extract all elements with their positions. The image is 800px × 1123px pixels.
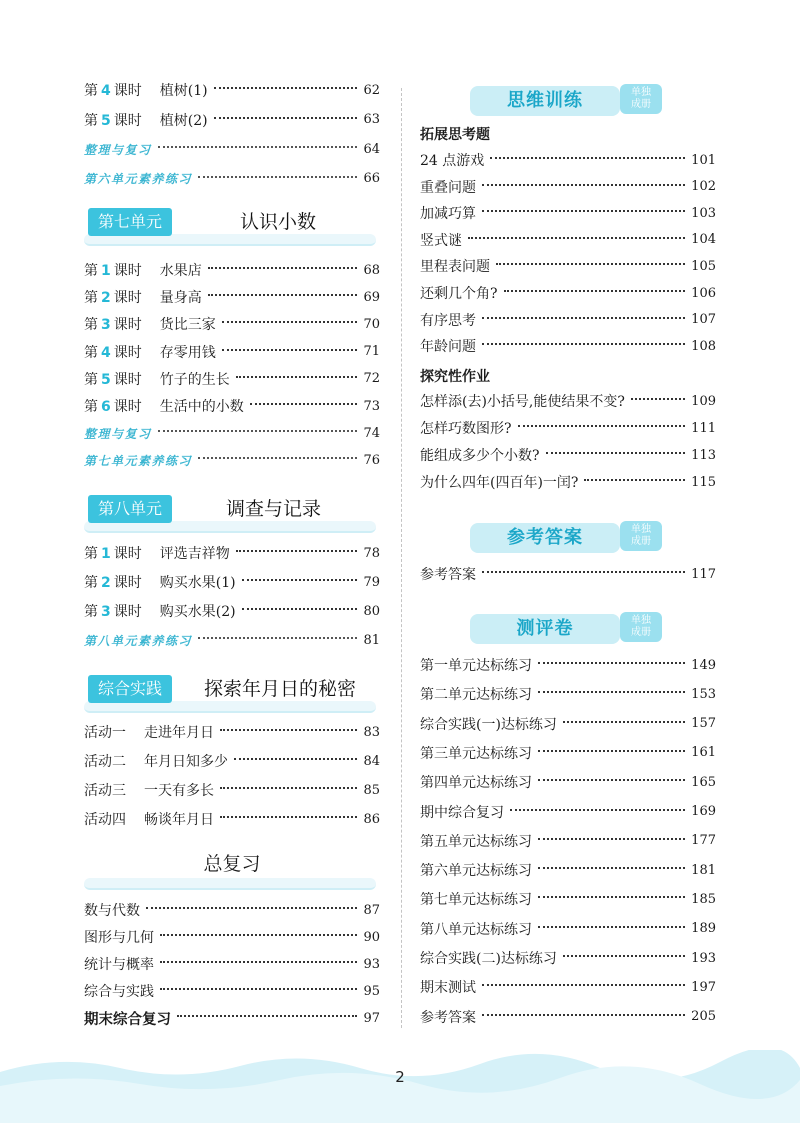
dot-leader bbox=[222, 349, 358, 351]
dot-leader bbox=[160, 934, 357, 936]
toc-entry[interactable] bbox=[420, 336, 716, 356]
page-number-ref: 189 bbox=[691, 921, 716, 937]
toc-entry[interactable] bbox=[420, 860, 716, 880]
entry-label: 综合实践(一)达标练习 bbox=[420, 716, 557, 733]
toc-entry[interactable] bbox=[84, 369, 380, 389]
dot-leader bbox=[234, 758, 357, 760]
toc-entry[interactable] bbox=[84, 981, 380, 1001]
page-number-ref: 169 bbox=[691, 804, 716, 819]
lesson-suffix: 课时 bbox=[113, 575, 142, 591]
toc-entry[interactable] bbox=[84, 927, 380, 947]
page-number-ref: 93 bbox=[363, 956, 380, 972]
page-number-ref: 177 bbox=[691, 833, 716, 849]
entry-label: 统计与概率 bbox=[84, 957, 154, 973]
entry-label bbox=[84, 342, 216, 362]
page-number-ref: 107 bbox=[691, 312, 716, 328]
entry-label: 第六单元达标练习 bbox=[420, 863, 532, 880]
toc-entry[interactable] bbox=[84, 80, 380, 100]
page-number-ref: 149 bbox=[691, 657, 716, 673]
page-number-ref: 62 bbox=[363, 82, 380, 98]
dot-leader bbox=[220, 787, 357, 789]
dot-leader bbox=[222, 321, 358, 323]
entry-label: 还剩几个角? bbox=[420, 286, 498, 302]
toc-entry[interactable] bbox=[420, 283, 716, 303]
thinking-header bbox=[470, 86, 666, 120]
toc-entry[interactable] bbox=[84, 450, 380, 470]
entry-label: 期中综合复习 bbox=[420, 804, 504, 821]
lesson-suffix: 课时 bbox=[113, 83, 142, 99]
toc-entry[interactable] bbox=[84, 722, 380, 742]
lesson-prefix: 第 bbox=[84, 83, 98, 99]
toc-entry[interactable] bbox=[420, 948, 716, 968]
dot-leader bbox=[214, 87, 358, 89]
lesson-prefix: 第 bbox=[84, 112, 98, 129]
lesson-number: 2 bbox=[101, 290, 111, 307]
lesson-number: 5 bbox=[101, 371, 111, 388]
entry-label: 竖式谜 bbox=[420, 232, 462, 249]
page-number-ref: 84 bbox=[363, 753, 380, 769]
activity-label: 活动四 bbox=[84, 812, 126, 828]
lesson-title: 货比三家 bbox=[159, 317, 216, 334]
dot-leader bbox=[482, 184, 685, 186]
lesson-number: 5 bbox=[101, 112, 111, 129]
lesson-number: 1 bbox=[101, 546, 111, 562]
page-number-ref: 106 bbox=[691, 285, 716, 301]
entry-label bbox=[84, 809, 214, 829]
entry-label: 重叠问题 bbox=[420, 179, 476, 196]
lesson-number: 3 bbox=[101, 317, 111, 334]
dot-leader bbox=[482, 317, 685, 319]
practice-tag: 综合实践 bbox=[88, 675, 172, 703]
page-number-ref: 86 bbox=[363, 811, 380, 827]
page-number-ref: 64 bbox=[363, 141, 380, 157]
toc-entry[interactable] bbox=[84, 169, 380, 189]
lesson-prefix: 第 bbox=[84, 546, 98, 562]
dot-leader bbox=[158, 430, 358, 432]
toc-entry[interactable] bbox=[420, 831, 716, 851]
toc-entry[interactable] bbox=[84, 260, 380, 280]
answers-header bbox=[470, 523, 666, 557]
unit7-title: 认识小数 bbox=[240, 211, 317, 233]
dot-leader bbox=[214, 117, 358, 119]
dot-leader bbox=[490, 157, 685, 159]
entry-label: 怎样巧数图形? bbox=[420, 421, 512, 437]
lesson-suffix: 课时 bbox=[113, 317, 142, 334]
subheading-inquiry-homework: 探究性作业 bbox=[420, 369, 490, 385]
dot-leader bbox=[538, 750, 685, 752]
thinking-title: 思维训练 bbox=[470, 86, 620, 116]
dot-leader bbox=[220, 816, 357, 818]
bottom-wave-decoration bbox=[0, 1050, 800, 1123]
page-number-ref: 73 bbox=[363, 398, 380, 414]
lesson-title: 购买水果(2) bbox=[159, 604, 236, 620]
entry-label: 第八单元素养练习 bbox=[84, 633, 193, 648]
dot-leader bbox=[146, 907, 357, 909]
entry-label: 里程表问题 bbox=[420, 259, 490, 276]
dot-leader bbox=[160, 961, 357, 963]
lesson-title: 存零用钱 bbox=[159, 344, 216, 361]
activity-title: 走进年月日 bbox=[144, 725, 214, 741]
page-number-ref: 109 bbox=[691, 393, 716, 409]
page-number-ref: 66 bbox=[363, 171, 380, 186]
toc-entry[interactable] bbox=[84, 630, 380, 650]
toc-entry[interactable] bbox=[84, 543, 380, 563]
page-number-ref: 111 bbox=[691, 420, 716, 436]
page-number-ref: 108 bbox=[691, 338, 716, 354]
dot-leader bbox=[538, 779, 685, 781]
lesson-suffix: 课时 bbox=[113, 546, 142, 562]
page-number-ref: 161 bbox=[691, 745, 716, 761]
page-number-ref: 157 bbox=[691, 716, 716, 732]
page-number-ref: 153 bbox=[691, 686, 716, 702]
toc-entry[interactable] bbox=[420, 418, 716, 438]
dot-leader bbox=[538, 867, 685, 869]
toc-entry[interactable] bbox=[420, 1007, 716, 1027]
page-number-ref: 85 bbox=[363, 782, 380, 798]
entry-label: 参考答案 bbox=[420, 567, 476, 583]
entry-label bbox=[84, 260, 202, 280]
toc-entry[interactable] bbox=[84, 601, 380, 621]
lesson-number: 3 bbox=[101, 604, 111, 620]
separate-volume-seal: 单独 成册 bbox=[620, 521, 662, 551]
practice-banner bbox=[84, 673, 380, 713]
entry-label: 第五单元达标练习 bbox=[420, 833, 532, 850]
entry-label: 第六单元素养练习 bbox=[84, 172, 193, 186]
entry-label bbox=[84, 396, 244, 416]
entry-label: 图形与几何 bbox=[84, 930, 154, 946]
entry-label bbox=[84, 314, 216, 334]
page-number-ref: 97 bbox=[363, 1010, 380, 1026]
lesson-suffix: 课时 bbox=[113, 112, 142, 129]
toc-entry[interactable] bbox=[420, 310, 716, 330]
page-number-ref: 81 bbox=[363, 632, 380, 648]
entry-label: 整理与复习 bbox=[84, 142, 152, 157]
lesson-suffix: 课时 bbox=[113, 371, 142, 388]
lesson-number: 6 bbox=[101, 399, 111, 415]
lesson-title: 生活中的小数 bbox=[159, 399, 244, 415]
toc-entry[interactable] bbox=[84, 110, 380, 130]
entry-label: 整理与复习 bbox=[84, 426, 152, 441]
entry-label bbox=[84, 80, 208, 100]
dot-leader bbox=[236, 376, 358, 378]
dot-leader bbox=[496, 263, 685, 265]
page-number-ref: 63 bbox=[363, 112, 380, 127]
entry-label: 第三单元达标练习 bbox=[420, 745, 532, 762]
toc-entry[interactable] bbox=[84, 809, 380, 829]
toc-entry[interactable] bbox=[84, 954, 380, 974]
lesson-suffix: 课时 bbox=[113, 604, 142, 620]
lesson-prefix: 第 bbox=[84, 290, 98, 307]
toc-entry[interactable] bbox=[84, 396, 380, 416]
toc-entry[interactable] bbox=[420, 256, 716, 276]
entry-label bbox=[84, 722, 214, 742]
lesson-suffix: 课时 bbox=[113, 344, 142, 361]
banner-underline bbox=[84, 878, 376, 890]
entry-label: 第七单元素养练习 bbox=[84, 453, 193, 468]
page-number-ref: 76 bbox=[363, 452, 380, 468]
toc-entry[interactable] bbox=[84, 1008, 380, 1028]
dot-leader bbox=[250, 403, 358, 405]
entry-label: 第二单元达标练习 bbox=[420, 687, 532, 704]
dot-leader bbox=[158, 146, 358, 148]
dot-leader bbox=[482, 1014, 685, 1016]
entry-label bbox=[84, 601, 236, 621]
unit7-tag: 第七单元 bbox=[88, 208, 172, 236]
toc-entry[interactable] bbox=[84, 423, 380, 443]
tests-header bbox=[470, 614, 666, 648]
dot-leader bbox=[242, 608, 358, 610]
unit8-title: 调查与记录 bbox=[226, 498, 322, 520]
dot-leader bbox=[538, 896, 685, 898]
lesson-suffix: 课时 bbox=[113, 290, 142, 307]
unit7-banner bbox=[84, 206, 380, 246]
dot-leader bbox=[177, 1015, 357, 1017]
entry-label: 综合与实践 bbox=[84, 984, 154, 1000]
entry-label: 第四单元达标练习 bbox=[420, 775, 532, 792]
page-number-ref: 68 bbox=[363, 262, 380, 278]
lesson-number: 4 bbox=[101, 344, 111, 361]
dot-leader bbox=[563, 955, 685, 957]
lesson-number: 1 bbox=[101, 263, 111, 279]
page-number-ref: 103 bbox=[691, 205, 716, 221]
toc-entry[interactable] bbox=[84, 780, 380, 800]
page-number-ref: 185 bbox=[691, 891, 716, 907]
entry-label: 为什么四年(四百年)一闰? bbox=[420, 475, 579, 491]
lesson-suffix: 课时 bbox=[113, 263, 142, 279]
entry-label bbox=[84, 287, 202, 307]
dot-leader bbox=[563, 721, 685, 723]
lesson-prefix: 第 bbox=[84, 263, 98, 279]
lesson-prefix: 第 bbox=[84, 317, 98, 334]
entry-label: 数与代数 bbox=[84, 903, 140, 919]
toc-entry[interactable] bbox=[84, 751, 380, 771]
dot-leader bbox=[242, 579, 358, 581]
lesson-title: 水果店 bbox=[159, 263, 202, 279]
unit8-tag: 第八单元 bbox=[88, 495, 172, 523]
page-number-ref: 113 bbox=[691, 447, 716, 463]
toc-entry[interactable] bbox=[420, 445, 716, 465]
dot-leader bbox=[631, 398, 685, 400]
page-number-ref: 117 bbox=[691, 566, 716, 582]
lesson-title: 购买水果(1) bbox=[159, 575, 236, 591]
entry-label: 加减巧算 bbox=[420, 206, 476, 223]
page-number-ref: 69 bbox=[363, 289, 380, 305]
entry-label: 第七单元达标练习 bbox=[420, 892, 532, 909]
dot-leader bbox=[482, 210, 685, 212]
dot-leader bbox=[198, 176, 357, 178]
entry-label: 期末综合复习 bbox=[84, 1011, 171, 1028]
page-number-ref: 79 bbox=[363, 574, 380, 590]
entry-label: 年龄问题 bbox=[420, 339, 476, 356]
dot-leader bbox=[504, 290, 686, 292]
page-number-ref: 104 bbox=[691, 232, 716, 248]
toc-entry[interactable] bbox=[420, 230, 716, 250]
entry-label: 第一单元达标练习 bbox=[420, 658, 532, 674]
page-number-ref: 165 bbox=[691, 774, 716, 790]
entry-label: 24 点游戏 bbox=[420, 153, 485, 169]
dot-leader bbox=[546, 452, 686, 454]
toc-entry[interactable] bbox=[420, 977, 716, 997]
page-number-ref: 205 bbox=[691, 1009, 716, 1025]
dot-leader bbox=[538, 691, 685, 693]
subheading-extended-thinking: 拓展思考题 bbox=[420, 127, 490, 143]
entry-label: 第八单元达标练习 bbox=[420, 921, 532, 938]
page-number-ref: 105 bbox=[691, 258, 716, 274]
dot-leader bbox=[220, 729, 357, 731]
lesson-number: 4 bbox=[101, 83, 111, 99]
dot-leader bbox=[208, 294, 358, 296]
entry-label: 参考答案 bbox=[420, 1009, 476, 1026]
toc-entry[interactable] bbox=[420, 391, 716, 411]
entry-label bbox=[84, 369, 230, 389]
dot-leader bbox=[584, 479, 685, 481]
activity-label: 活动三 bbox=[84, 783, 126, 799]
page-number-ref: 83 bbox=[363, 724, 380, 740]
page-number: 2 bbox=[395, 1068, 405, 1086]
page-number-ref: 197 bbox=[691, 979, 716, 995]
lesson-suffix: 课时 bbox=[113, 399, 142, 415]
toc-entry[interactable] bbox=[84, 314, 380, 334]
activity-label: 活动二 bbox=[84, 754, 126, 770]
toc-entry[interactable] bbox=[84, 572, 380, 592]
separate-volume-seal: 单独 成册 bbox=[620, 84, 662, 114]
dot-leader bbox=[538, 838, 685, 840]
toc-entry[interactable] bbox=[420, 655, 716, 675]
dot-leader bbox=[468, 237, 685, 239]
practice-title: 探索年月日的秘密 bbox=[204, 678, 357, 700]
toc-entry[interactable] bbox=[420, 150, 716, 170]
tests-title: 测评卷 bbox=[470, 614, 620, 644]
lesson-title: 量身高 bbox=[159, 290, 202, 307]
page-number-ref: 181 bbox=[691, 862, 716, 878]
entry-label: 综合实践(二)达标练习 bbox=[420, 951, 557, 967]
entry-label bbox=[84, 780, 214, 800]
dot-leader bbox=[198, 637, 357, 639]
lesson-title: 植树(2) bbox=[159, 112, 208, 129]
lesson-prefix: 第 bbox=[84, 399, 98, 415]
lesson-title: 评选吉祥物 bbox=[159, 546, 230, 562]
toc-entry[interactable] bbox=[420, 714, 716, 734]
entry-label bbox=[84, 543, 230, 563]
toc-entry[interactable] bbox=[420, 177, 716, 197]
activity-title: 年月日知多少 bbox=[144, 754, 228, 770]
dot-leader bbox=[538, 662, 685, 664]
entry-label bbox=[84, 751, 228, 771]
dot-leader bbox=[208, 267, 358, 269]
page-number-ref: 115 bbox=[691, 474, 716, 490]
page-number-ref: 102 bbox=[691, 179, 716, 195]
lesson-title: 竹子的生长 bbox=[159, 371, 230, 388]
page-number-ref: 72 bbox=[363, 371, 380, 387]
lesson-prefix: 第 bbox=[84, 344, 98, 361]
lesson-prefix: 第 bbox=[84, 575, 98, 591]
toc-entry[interactable] bbox=[84, 342, 380, 362]
page-number-ref: 70 bbox=[363, 316, 380, 332]
toc-entry[interactable] bbox=[84, 900, 380, 920]
dot-leader bbox=[518, 425, 686, 427]
toc-entry[interactable] bbox=[420, 684, 716, 704]
page-number-ref: 71 bbox=[363, 344, 380, 360]
dot-leader bbox=[160, 988, 357, 990]
separate-volume-seal: 单独 成册 bbox=[620, 612, 662, 642]
toc-entry[interactable] bbox=[420, 564, 716, 584]
activity-title: 一天有多长 bbox=[144, 783, 214, 799]
dot-leader bbox=[236, 550, 358, 552]
dot-leader bbox=[538, 926, 685, 928]
dot-leader bbox=[482, 571, 685, 573]
page-number-ref: 90 bbox=[363, 929, 380, 945]
toc-entry[interactable] bbox=[420, 919, 716, 939]
page-number-ref: 74 bbox=[363, 425, 380, 441]
toc-entry[interactable] bbox=[420, 802, 716, 822]
dot-leader bbox=[482, 343, 685, 345]
review-title: 总复习 bbox=[203, 853, 261, 875]
entry-label: 怎样添(去)小括号,能使结果不变? bbox=[420, 394, 625, 410]
entry-label bbox=[84, 110, 208, 130]
lesson-title: 植树(1) bbox=[159, 83, 208, 99]
toc-entry[interactable] bbox=[420, 472, 716, 492]
entry-label: 有序思考 bbox=[420, 312, 476, 329]
toc-entry[interactable] bbox=[420, 743, 716, 763]
review-banner bbox=[84, 850, 380, 890]
page-number-ref: 101 bbox=[691, 152, 716, 168]
column-divider bbox=[401, 88, 402, 1028]
activity-label: 活动一 bbox=[84, 725, 126, 741]
page-number-ref: 87 bbox=[363, 902, 380, 918]
lesson-prefix: 第 bbox=[84, 371, 98, 388]
page-number-ref: 193 bbox=[691, 950, 716, 966]
page-number-ref: 78 bbox=[363, 545, 380, 561]
page-number-ref: 95 bbox=[363, 983, 380, 999]
dot-leader bbox=[482, 984, 685, 986]
dot-leader bbox=[198, 457, 357, 459]
dot-leader bbox=[510, 809, 685, 811]
entry-label bbox=[84, 572, 236, 592]
entry-label: 能组成多少个小数? bbox=[420, 448, 540, 464]
toc-entry[interactable] bbox=[84, 287, 380, 307]
activity-title: 畅谈年月日 bbox=[144, 812, 214, 828]
entry-label: 期末测试 bbox=[420, 980, 476, 997]
lesson-number: 2 bbox=[101, 575, 111, 591]
toc-entry[interactable] bbox=[420, 772, 716, 792]
unit8-banner bbox=[84, 493, 380, 533]
toc-entry[interactable] bbox=[420, 889, 716, 909]
answers-title: 参考答案 bbox=[470, 523, 620, 553]
lesson-prefix: 第 bbox=[84, 604, 98, 620]
toc-entry[interactable] bbox=[84, 139, 380, 159]
page-number-ref: 80 bbox=[363, 603, 380, 619]
toc-entry[interactable] bbox=[420, 203, 716, 223]
